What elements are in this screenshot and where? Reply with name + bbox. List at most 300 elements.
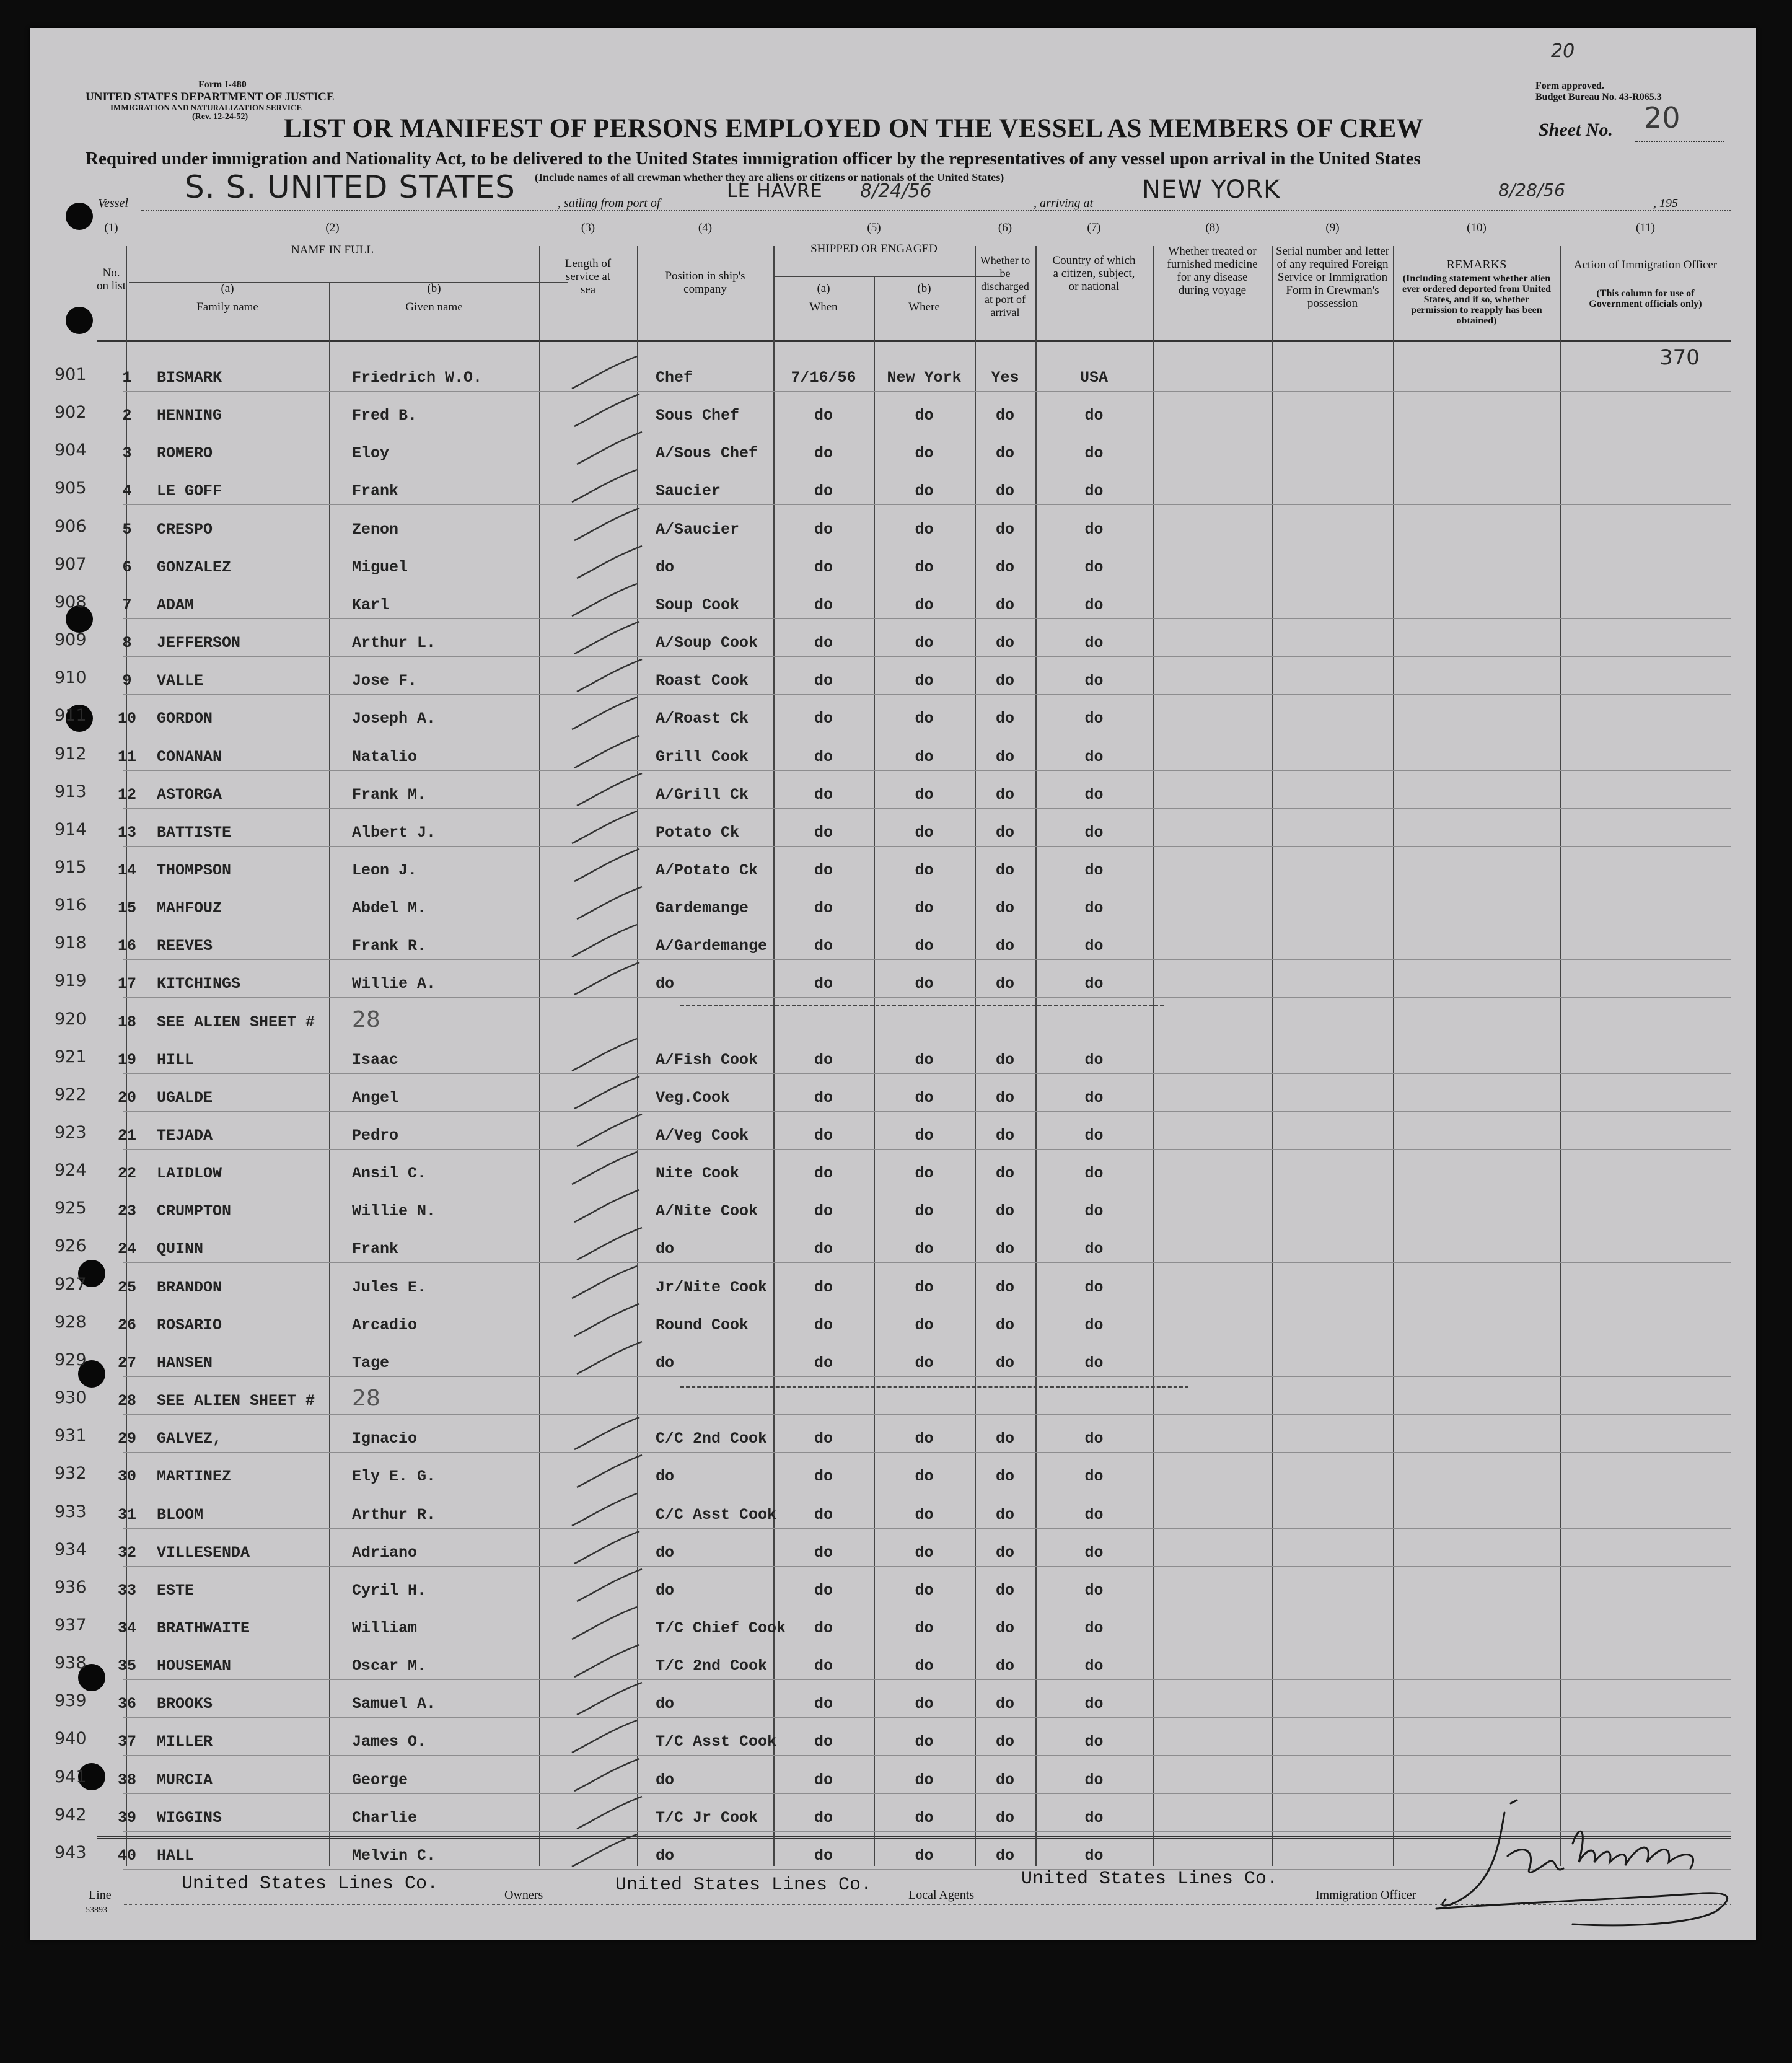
column-header-shipped-or-engaged: SHIPPED OR ENGAGED bbox=[810, 242, 938, 255]
handwritten-row-number: 938 bbox=[55, 1653, 87, 1673]
sailing-label: , sailing from port of bbox=[558, 196, 661, 210]
service-tick-mark bbox=[566, 1715, 646, 1759]
given-name: Miguel bbox=[352, 558, 408, 576]
shipped-when: do bbox=[814, 1846, 833, 1865]
country: do bbox=[1084, 1353, 1104, 1372]
handwritten-row-number: 937 bbox=[55, 1615, 87, 1635]
service-tick-mark bbox=[566, 351, 646, 395]
handwritten-row-number: 934 bbox=[55, 1539, 87, 1559]
shipped-where: do bbox=[915, 558, 934, 576]
family-name: MAHFOUZ bbox=[157, 899, 222, 918]
shipped-where: do bbox=[915, 596, 934, 614]
given-name: Arthur R. bbox=[352, 1505, 436, 1524]
list-number: 5 bbox=[122, 520, 132, 539]
revision-date: (Rev. 12-24-52) bbox=[192, 112, 248, 121]
given-name: James O. bbox=[352, 1733, 427, 1751]
column-header-remarks-note: (Including statement whether alien ever ordered deported from United States, and if so, whether permission to reapply has been obtained) bbox=[1402, 273, 1551, 326]
given-name: Jules E. bbox=[352, 1278, 427, 1296]
service-tick-mark bbox=[568, 844, 649, 887]
column-header-when: When bbox=[809, 301, 838, 314]
shipped-when: do bbox=[814, 1733, 833, 1751]
discharged: do bbox=[995, 1353, 1014, 1372]
shipped-when: do bbox=[814, 1505, 833, 1524]
given-name: Albert J. bbox=[352, 823, 436, 842]
service-tick-mark bbox=[566, 692, 646, 736]
given-name: Frank M. bbox=[352, 785, 427, 804]
shipped-when: do bbox=[814, 937, 833, 956]
row-rule bbox=[123, 1149, 1731, 1150]
handwritten-row-number: 931 bbox=[55, 1426, 87, 1446]
country: do bbox=[1084, 1278, 1104, 1296]
family-name: ASTORGA bbox=[157, 785, 222, 804]
handwritten-row-number: 904 bbox=[55, 441, 87, 460]
discharged: do bbox=[995, 1543, 1014, 1562]
position: T/C 2nd Cook bbox=[656, 1657, 768, 1676]
handwritten-row-number: 922 bbox=[55, 1084, 87, 1104]
handwritten-row-number: 941 bbox=[55, 1767, 87, 1787]
handwritten-row-number: 911 bbox=[55, 706, 87, 726]
shipped-where: do bbox=[915, 747, 934, 766]
service-tick-mark bbox=[571, 1450, 651, 1493]
arriving-label: , arriving at bbox=[1034, 196, 1094, 210]
shipped-where: do bbox=[915, 861, 934, 879]
position: A/Sous Chef bbox=[656, 444, 758, 463]
family-name: ESTE bbox=[157, 1581, 195, 1599]
row-rule bbox=[123, 959, 1731, 960]
family-name: VILLESENDA bbox=[157, 1543, 250, 1562]
given-name: Abdel M. bbox=[352, 899, 427, 918]
given-name: Joseph A. bbox=[352, 710, 436, 728]
position: Nite Cook bbox=[656, 1164, 740, 1183]
family-name: ADAM bbox=[157, 596, 195, 614]
country: do bbox=[1084, 1695, 1104, 1713]
position: do bbox=[656, 1467, 675, 1486]
position: A/Gardemange bbox=[656, 937, 768, 956]
handwritten-row-number: 939 bbox=[55, 1691, 87, 1711]
given-name: Karl bbox=[352, 596, 390, 614]
given-name: Arcadio bbox=[352, 1316, 418, 1334]
shipped-where: do bbox=[915, 1316, 934, 1334]
form-title: LIST OR MANIFEST OF PERSONS EMPLOYED ON THE VESSEL AS MEMBERS OF CREW bbox=[284, 114, 1424, 143]
discharged: do bbox=[995, 1467, 1014, 1486]
service-tick-mark bbox=[571, 1792, 651, 1835]
list-number: 13 bbox=[117, 823, 136, 842]
service-tick-mark bbox=[571, 1678, 651, 1721]
service-tick-mark bbox=[566, 806, 646, 850]
shipped-where: do bbox=[915, 1808, 934, 1827]
list-number: 30 bbox=[117, 1467, 136, 1486]
position: Sous Chef bbox=[656, 407, 740, 425]
country: do bbox=[1084, 1050, 1104, 1069]
footer-owners-value: United States Lines Co. bbox=[615, 1875, 872, 1896]
shipped-where: do bbox=[915, 1657, 934, 1676]
family-name: GONZALEZ bbox=[157, 558, 232, 576]
column-header-treated: Whether treated or furnished medicine for any disease during voyage bbox=[1167, 245, 1258, 297]
position: Soup Cook bbox=[656, 596, 740, 614]
handwritten-row-number: 916 bbox=[55, 895, 87, 915]
position: T/C Jr Cook bbox=[656, 1808, 758, 1827]
family-name: BISMARK bbox=[157, 369, 222, 387]
shipped-when: do bbox=[814, 1543, 833, 1562]
column-rule bbox=[1153, 246, 1154, 1866]
column-header-position: Position in ship's company bbox=[665, 270, 745, 296]
alien-sheet-dash-line bbox=[680, 1386, 1188, 1388]
service-tick-mark bbox=[566, 465, 646, 508]
row-rule bbox=[123, 808, 1731, 809]
list-number: 34 bbox=[117, 1619, 136, 1637]
list-number: 20 bbox=[117, 1088, 136, 1107]
shipped-when: do bbox=[814, 899, 833, 918]
shipped-where: do bbox=[915, 1430, 934, 1448]
header-bottom-rule bbox=[97, 340, 1731, 342]
shipped-when: do bbox=[814, 596, 833, 614]
row-rule bbox=[123, 1679, 1731, 1680]
shipped-when: do bbox=[814, 1088, 833, 1107]
list-number: 1 bbox=[122, 369, 132, 387]
family-name: TEJADA bbox=[157, 1127, 213, 1145]
sailing-date: 8/24/56 bbox=[860, 180, 932, 202]
table-top-rule bbox=[97, 214, 1731, 216]
shipped-where: do bbox=[915, 1278, 934, 1296]
country: do bbox=[1084, 1240, 1104, 1259]
list-number: 39 bbox=[117, 1808, 136, 1827]
departure-port: LE HAVRE bbox=[727, 180, 823, 202]
list-number: 16 bbox=[117, 937, 136, 956]
shipped-when: 7/16/56 bbox=[791, 369, 856, 387]
column-number: (7) bbox=[1087, 221, 1101, 234]
row-rule bbox=[123, 391, 1731, 392]
given-name: Natalio bbox=[352, 747, 418, 766]
shipped-when: do bbox=[814, 747, 833, 766]
given-name: Adriano bbox=[352, 1543, 418, 1562]
family-name: UGALDE bbox=[157, 1088, 213, 1107]
given-name: Leon J. bbox=[352, 861, 418, 879]
shipped-where: do bbox=[915, 710, 934, 728]
service-tick-mark bbox=[571, 654, 651, 698]
budget-bureau-number: Budget Bureau No. 43-R065.3 bbox=[1535, 92, 1662, 102]
position: A/Fish Cook bbox=[656, 1050, 758, 1069]
shipped-where: do bbox=[915, 823, 934, 842]
row-rule bbox=[123, 770, 1731, 771]
department-name: UNITED STATES DEPARTMENT OF JUSTICE bbox=[86, 90, 335, 103]
discharged: do bbox=[995, 1695, 1014, 1713]
country: do bbox=[1084, 1846, 1104, 1865]
list-number: 17 bbox=[117, 975, 136, 993]
column-number: (8) bbox=[1205, 221, 1219, 234]
handwritten-row-number: 924 bbox=[55, 1161, 87, 1181]
family-name: HILL bbox=[157, 1050, 195, 1069]
country: do bbox=[1084, 710, 1104, 728]
discharged: do bbox=[995, 444, 1014, 463]
discharged: do bbox=[995, 1505, 1014, 1524]
shipped-where: do bbox=[915, 899, 934, 918]
shipped-where: do bbox=[915, 1543, 934, 1562]
handwritten-row-number: 901 bbox=[55, 365, 87, 384]
shipped-when: do bbox=[814, 482, 833, 501]
shipped-when: do bbox=[814, 1581, 833, 1599]
handwritten-row-number: 927 bbox=[55, 1274, 87, 1294]
family-name: GORDON bbox=[157, 710, 213, 728]
country: do bbox=[1084, 1202, 1104, 1221]
discharged: do bbox=[995, 482, 1014, 501]
service-tick-mark bbox=[566, 1602, 646, 1645]
column-rule bbox=[1393, 246, 1394, 1866]
service-tick-mark bbox=[566, 920, 646, 963]
row-rule bbox=[123, 1262, 1731, 1263]
list-number: 29 bbox=[117, 1430, 136, 1448]
family-name: CRESPO bbox=[157, 520, 213, 539]
handwritten-row-number: 928 bbox=[55, 1312, 87, 1332]
column-rule bbox=[539, 246, 540, 1866]
list-number: 7 bbox=[122, 596, 132, 614]
shipped-where: do bbox=[915, 1467, 934, 1486]
family-name: BRANDON bbox=[157, 1278, 222, 1296]
family-name: ROMERO bbox=[157, 444, 213, 463]
shipped-when: do bbox=[814, 1619, 833, 1637]
handwritten-row-number: 919 bbox=[55, 971, 87, 991]
country: do bbox=[1084, 1733, 1104, 1751]
country: do bbox=[1084, 1808, 1104, 1827]
country: do bbox=[1084, 1127, 1104, 1145]
list-number: 28 bbox=[117, 1392, 136, 1410]
shipped-where: do bbox=[915, 1088, 934, 1107]
country: do bbox=[1084, 747, 1104, 766]
shipped-when: do bbox=[814, 1127, 833, 1145]
arrival-date: 8/28/56 bbox=[1498, 180, 1565, 200]
handwritten-row-number: 902 bbox=[55, 403, 87, 423]
service-tick-mark bbox=[571, 541, 651, 584]
given-name: Ansil C. bbox=[352, 1164, 427, 1183]
shipped-where: do bbox=[915, 937, 934, 956]
handwritten-row-number: 929 bbox=[55, 1350, 87, 1370]
list-number: 14 bbox=[117, 861, 136, 879]
country: do bbox=[1084, 1657, 1104, 1676]
discharged: do bbox=[995, 785, 1014, 804]
country: do bbox=[1084, 899, 1104, 918]
column-header-where: Where bbox=[908, 301, 940, 314]
row-rule bbox=[123, 694, 1731, 695]
service-tick-mark bbox=[568, 1071, 649, 1115]
family-name: REEVES bbox=[157, 937, 213, 956]
column-header-action-note: (This column for use of Government officials only) bbox=[1589, 288, 1702, 309]
handwritten-row-number: 925 bbox=[55, 1199, 87, 1218]
shipped-when: do bbox=[814, 444, 833, 463]
form-approved: Form approved. bbox=[1535, 81, 1604, 91]
row-rule bbox=[123, 1566, 1731, 1567]
list-number: 18 bbox=[117, 1013, 136, 1031]
service-tick-mark bbox=[571, 1109, 651, 1153]
service-tick-mark bbox=[566, 1034, 646, 1077]
list-number: 26 bbox=[117, 1316, 136, 1334]
discharged: do bbox=[995, 937, 1014, 956]
shipped-when: do bbox=[814, 710, 833, 728]
column-header-country: Country of which a citizen, subject, or national bbox=[1052, 254, 1136, 293]
given-name: Ignacio bbox=[352, 1430, 418, 1448]
row-rule bbox=[123, 1111, 1731, 1112]
handwritten-row-number: 940 bbox=[55, 1729, 87, 1749]
shipped-when: do bbox=[814, 672, 833, 690]
vessel-underline bbox=[141, 210, 1731, 211]
list-number: 40 bbox=[117, 1846, 136, 1865]
country: do bbox=[1084, 1581, 1104, 1599]
column-rule bbox=[1272, 246, 1273, 1866]
position: Saucier bbox=[656, 482, 721, 501]
list-number: 12 bbox=[117, 785, 136, 804]
handwritten-row-number: 920 bbox=[55, 1009, 87, 1029]
discharged: do bbox=[995, 1808, 1014, 1827]
country: do bbox=[1084, 596, 1104, 614]
position: Veg.Cook bbox=[656, 1088, 731, 1107]
position: C/C 2nd Cook bbox=[656, 1430, 768, 1448]
position: do bbox=[656, 1770, 675, 1789]
position: do bbox=[656, 1543, 675, 1562]
discharged: do bbox=[995, 1088, 1014, 1107]
column-number: (b) bbox=[917, 282, 931, 295]
country: do bbox=[1084, 1543, 1104, 1562]
service-tick-mark bbox=[571, 1223, 651, 1266]
family-name: MARTINEZ bbox=[157, 1467, 232, 1486]
action-note: 370 bbox=[1659, 345, 1700, 370]
discharged: do bbox=[995, 1846, 1014, 1865]
list-number: 35 bbox=[117, 1657, 136, 1676]
shipped-where: do bbox=[915, 1581, 934, 1599]
row-rule bbox=[123, 504, 1731, 505]
handwritten-row-number: 907 bbox=[55, 554, 87, 574]
column-header-list-number: No. on list bbox=[97, 266, 126, 293]
given-name: Angel bbox=[352, 1088, 399, 1107]
discharged: do bbox=[995, 1127, 1014, 1145]
given-name: Samuel A. bbox=[352, 1695, 436, 1713]
shipped-when: do bbox=[814, 1164, 833, 1183]
list-number: 6 bbox=[122, 558, 132, 576]
shipped-when: do bbox=[814, 1808, 833, 1827]
list-number: 25 bbox=[117, 1278, 136, 1296]
column-number: (11) bbox=[1636, 221, 1655, 234]
shipped-where: do bbox=[915, 1695, 934, 1713]
discharged: do bbox=[995, 520, 1014, 539]
family-name: LAIDLOW bbox=[157, 1164, 222, 1183]
country: do bbox=[1084, 634, 1104, 653]
service-tick-mark bbox=[568, 1640, 649, 1683]
punch-hole bbox=[66, 307, 93, 334]
column-number: (10) bbox=[1467, 221, 1487, 234]
row-rule bbox=[123, 1755, 1731, 1756]
given-name: Willie A. bbox=[352, 975, 436, 993]
shipped-where: do bbox=[915, 975, 934, 993]
discharged: do bbox=[995, 1050, 1014, 1069]
given-name: Frank bbox=[352, 482, 399, 501]
list-number: 32 bbox=[117, 1543, 136, 1562]
list-number: 3 bbox=[122, 444, 132, 463]
discharged: do bbox=[995, 672, 1014, 690]
sheet-number: 20 bbox=[1644, 101, 1680, 134]
given-name: 28 bbox=[352, 1006, 380, 1032]
service-tick-mark bbox=[568, 1299, 649, 1342]
given-name: Jose F. bbox=[352, 672, 418, 690]
list-number: 31 bbox=[117, 1505, 136, 1524]
shipped-where: do bbox=[915, 1505, 934, 1524]
family-name: WIGGINS bbox=[157, 1808, 222, 1827]
shipped-where: do bbox=[915, 1353, 934, 1372]
position: A/Grill Ck bbox=[656, 785, 749, 804]
row-rule bbox=[123, 846, 1731, 847]
footer-line-label: Line bbox=[89, 1888, 112, 1902]
position: T/C Asst Cook bbox=[656, 1733, 777, 1751]
country: do bbox=[1084, 1316, 1104, 1334]
given-name: Melvin C. bbox=[352, 1846, 436, 1865]
given-name: 28 bbox=[352, 1386, 380, 1412]
country: do bbox=[1084, 1505, 1104, 1524]
required-statement: Required under immigration and Nationality Act, to be delivered to the United States immigration officer by the representatives of any vessel upon arrival in the United States bbox=[86, 149, 1421, 169]
handwritten-row-number: 908 bbox=[55, 592, 87, 612]
given-name: Eloy bbox=[352, 444, 390, 463]
column-header-action: Action of Immigration Officer bbox=[1573, 258, 1718, 271]
given-name: Ely E. G. bbox=[352, 1467, 436, 1486]
shipped-where: do bbox=[915, 1619, 934, 1637]
discharged: do bbox=[995, 1240, 1014, 1259]
family-name: BATTISTE bbox=[157, 823, 232, 842]
family-name: JEFFERSON bbox=[157, 634, 241, 653]
column-number: (3) bbox=[581, 221, 595, 234]
handwritten-row-number: 906 bbox=[55, 516, 87, 536]
column-number: (a) bbox=[817, 282, 830, 295]
discharged: do bbox=[995, 634, 1014, 653]
discharged: do bbox=[995, 1278, 1014, 1296]
family-name: CONANAN bbox=[157, 747, 222, 766]
service-tick-mark bbox=[568, 389, 649, 433]
row-rule bbox=[123, 1414, 1731, 1415]
country: do bbox=[1084, 407, 1104, 425]
family-name: BROOKS bbox=[157, 1695, 213, 1713]
handwritten-row-number: 942 bbox=[55, 1805, 87, 1824]
column-header-remarks: REMARKS bbox=[1446, 258, 1507, 271]
service-tick-mark bbox=[571, 1564, 651, 1608]
position: do bbox=[656, 1695, 675, 1713]
year-suffix: , 195 bbox=[1653, 196, 1678, 210]
service-tick-mark bbox=[566, 1261, 646, 1304]
given-name: Frank bbox=[352, 1240, 399, 1259]
column-number: (4) bbox=[698, 221, 713, 234]
list-number: 19 bbox=[117, 1050, 136, 1069]
list-number: 2 bbox=[122, 407, 132, 425]
shipped-where: do bbox=[915, 1050, 934, 1069]
country: do bbox=[1084, 823, 1104, 842]
position: A/Roast Ck bbox=[656, 710, 749, 728]
column-number: (6) bbox=[998, 221, 1012, 234]
shipped-when: do bbox=[814, 1278, 833, 1296]
position: do bbox=[656, 1581, 675, 1599]
given-name: Zenon bbox=[352, 520, 399, 539]
discharged: do bbox=[995, 1581, 1014, 1599]
discharged: do bbox=[995, 1164, 1014, 1183]
shipped-where: do bbox=[915, 634, 934, 653]
discharged: do bbox=[995, 1202, 1014, 1221]
country: do bbox=[1084, 1770, 1104, 1789]
shipped-where: do bbox=[915, 672, 934, 690]
handwritten-row-number: 936 bbox=[55, 1577, 87, 1597]
discharged: do bbox=[995, 975, 1014, 993]
service-tick-mark bbox=[568, 1754, 649, 1797]
position: do bbox=[656, 558, 675, 576]
column-header-name-in-full: NAME IN FULL bbox=[291, 244, 374, 257]
family-name: SEE ALIEN SHEET # bbox=[157, 1013, 315, 1031]
family-name: BRATHWAITE bbox=[157, 1619, 250, 1637]
position: A/Potato Ck bbox=[656, 861, 758, 879]
column-number: (b) bbox=[427, 282, 441, 295]
country: do bbox=[1084, 1164, 1104, 1183]
list-number: 21 bbox=[117, 1127, 136, 1145]
arrival-port: NEW YORK bbox=[1142, 175, 1281, 204]
